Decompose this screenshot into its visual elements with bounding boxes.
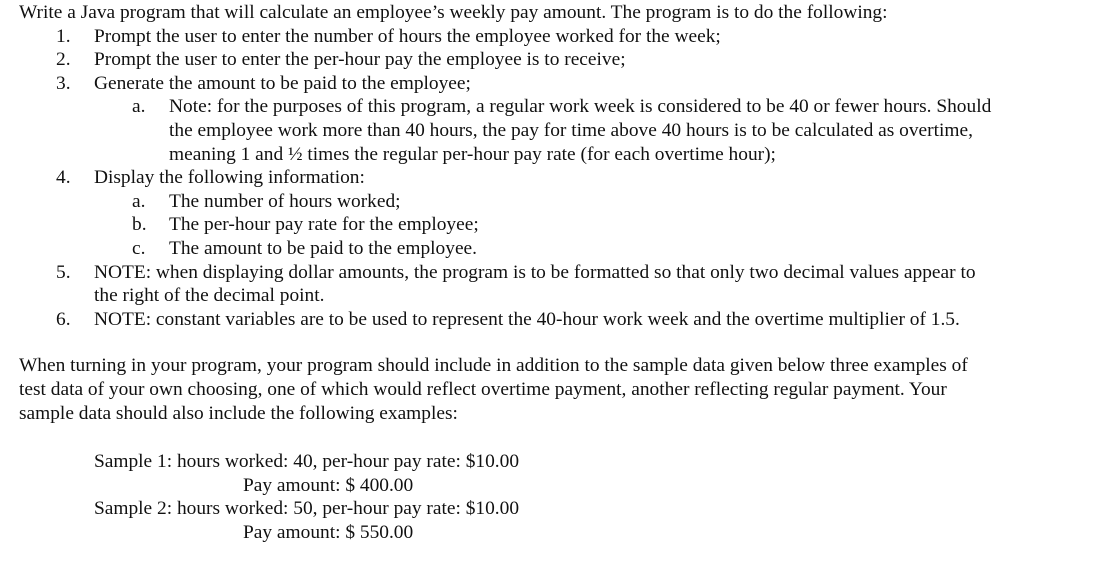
- item-text-line: the right of the decimal point.: [94, 285, 325, 307]
- sub-item-line: Note: for the purposes of this program, a regular work week is considered to be 40 or fewer hours. Should: [169, 96, 992, 118]
- item-number: 3.: [56, 72, 71, 94]
- sub-item-line: the employee work more than 40 hours, the pay for time above 40 hours is to be calculated as overtime,: [169, 119, 973, 141]
- sub-item-text: The per-hour pay rate for the employee;: [169, 214, 479, 236]
- list-item-3: [19, 72, 1104, 96]
- item-number: 5.: [56, 261, 71, 283]
- assignment-document: [19, 1, 1104, 544]
- list-item-1: [19, 25, 1104, 49]
- intro-text: Write a Java program that will calculate an employee’s weekly pay amount. The program is to do the following:: [19, 2, 888, 23]
- item-number: 6.: [56, 308, 71, 330]
- sample-2: [19, 497, 1104, 544]
- item-text: Generate the amount to be paid to the employee;: [94, 72, 471, 94]
- sub-item-letter: a.: [132, 96, 146, 118]
- sub-item-text: The number of hours worked;: [169, 190, 401, 212]
- list-item-2: [19, 48, 1104, 72]
- paragraph-spacer: [19, 425, 1104, 450]
- item-text: Prompt the user to enter the number of hours the employee worked for the week;: [94, 25, 721, 47]
- sub-item-letter: b.: [132, 214, 147, 236]
- sample-label: Sample 2: hours worked: 50, per-hour pay rate: $10.00: [94, 498, 520, 520]
- sample-label: Sample 1: hours worked: 40, per-hour pay rate: $10.00: [94, 451, 520, 473]
- sub-item-line: meaning 1 and ½ times the regular per-hour pay rate (for each overtime hour);: [169, 143, 776, 165]
- sub-item-4c: [19, 237, 1104, 261]
- instructions-paragraph: [19, 354, 1104, 425]
- item-text: Display the following information:: [94, 167, 365, 189]
- sub-item-letter: c.: [132, 237, 146, 259]
- item-text-line: NOTE: when displaying dollar amounts, the program is to be formatted so that only two decimal values appear to: [94, 261, 976, 283]
- item-number: 4.: [56, 167, 71, 189]
- list-item-6: [19, 308, 1104, 332]
- sub-item-3a: [19, 95, 1104, 166]
- item-text: NOTE: constant variables are to be used to represent the 40-hour work week and the overtime multiplier of 1.5.: [94, 308, 960, 330]
- paragraph-spacer: [19, 331, 1104, 354]
- sample-pay-amount: Pay amount: $ 400.00: [243, 474, 414, 496]
- item-number: 2.: [56, 49, 71, 71]
- item-number: 1.: [56, 25, 71, 47]
- list-item-5: [19, 261, 1104, 308]
- sub-item-4b: [19, 213, 1104, 237]
- sample-1: [19, 450, 1104, 497]
- paragraph-line: When turning in your program, your program should include in addition to the sample data given below three examples of: [19, 355, 968, 377]
- sub-item-letter: a.: [132, 190, 146, 212]
- item-text: Prompt the user to enter the per-hour pay the employee is to receive;: [94, 49, 626, 71]
- sample-pay-amount: Pay amount: $ 550.00: [243, 521, 414, 543]
- sub-item-text: The amount to be paid to the employee.: [169, 237, 478, 259]
- list-item-4: [19, 166, 1104, 190]
- paragraph-line: test data of your own choosing, one of which would reflect overtime payment, another reflecting regular payment. Your: [19, 378, 947, 400]
- paragraph-line: sample data should also include the following examples:: [19, 402, 458, 424]
- sub-item-4a: [19, 190, 1104, 214]
